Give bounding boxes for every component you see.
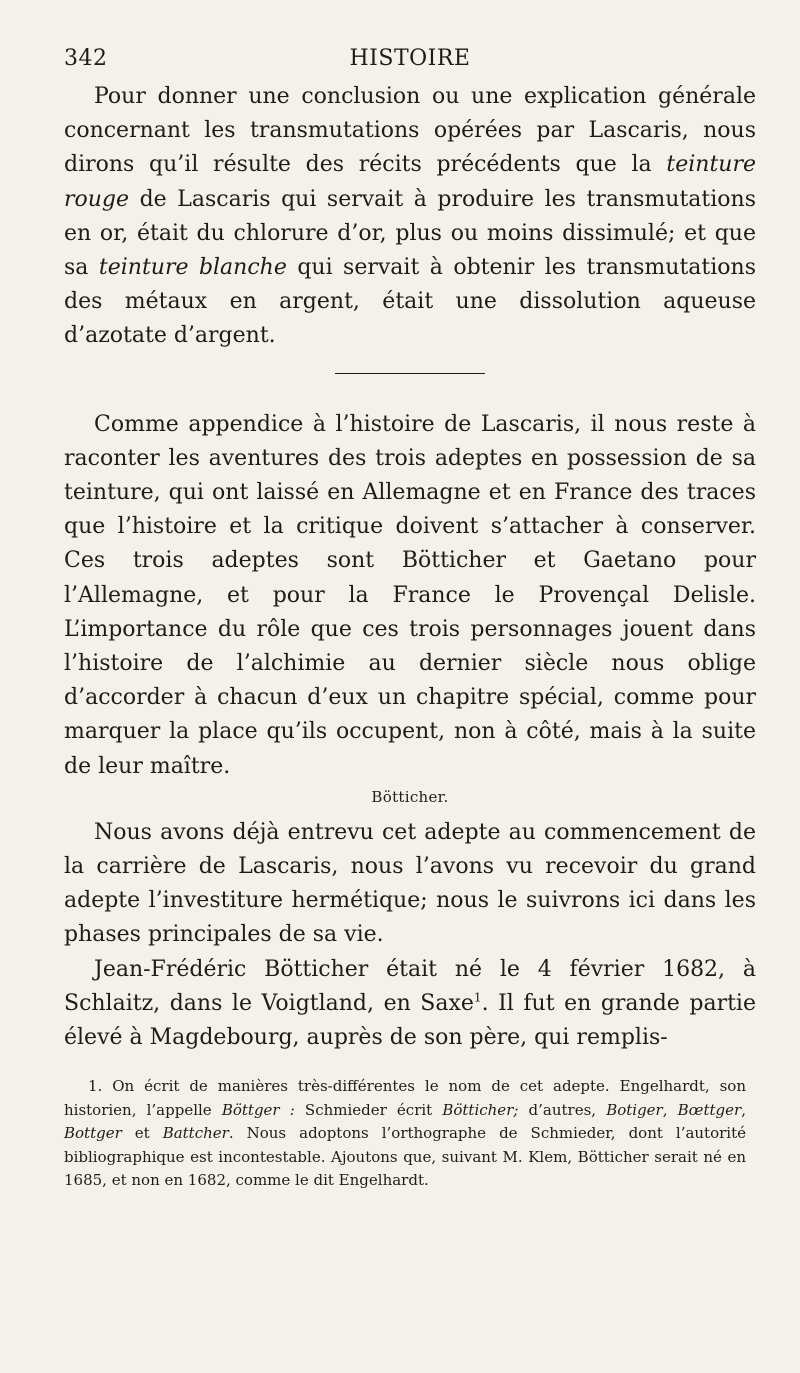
footnote-1: 1. On écrit de manières très-différentes le nom de cet adepte. Engelhardt, son historien, l’appelle Böttger : Schmieder écrit Bötticher; d’autres, Botiger, Bœttger, Bottger et Battcher. Nous adoptons l’orthographe de Schmieder, dont l’autorité bibliographique est incontestable. Ajoutons que, suivant M. Klem, Bötticher serait né en 1685, et non en 1682, comme le dit Engelhardt. <box>64 1077 746 1190</box>
footnotes <box>64 1075 756 1193</box>
page-number: 342 <box>64 46 108 71</box>
paragraph-birth: Jean-Frédéric Bötticher était né le 4 février 1682, à Schlaitz, dans le Voigtland, en Saxe$^1$. Il fut en grande partie élevé à Magdebourg, auprès de son père, qui remplis- <box>64 956 756 1051</box>
running-title: HISTOIRE <box>349 46 471 71</box>
term-teinture-blanche: teinture blanche <box>98 255 287 281</box>
section-heading: Bötticher. <box>371 787 449 806</box>
paragraph-adepte: Nous avons déjà entrevu cet adepte au commencement de la carrière de Lascaris, nous l’avons vu recevoir du grand adepte l’investiture hermétique; nous le suivrons ici dans les phases principales de sa vie. <box>64 819 756 948</box>
running-head <box>64 40 756 80</box>
paragraph-conclusion: Pour donner une conclusion ou une explication générale concernant les transmutations opérées par Lascaris, nous dirons qu’il résulte des récits précédents que la teinture rouge de Lascaris qui servait à produire les transmutations en or, était du chlorure d’or, plus ou moins dissimulé; et que sa teinture blanche qui servait à obtenir les transmutations des métaux en argent, était une dissolution aqueuse d’azotate d’argent. <box>64 84 756 349</box>
footnote-ref: 1 <box>473 990 482 1005</box>
section-divider <box>335 373 485 374</box>
term-teinture-rouge: teinture rouge <box>64 152 756 212</box>
paragraph-appendix: Comme appendice à l’histoire de Lascaris, il nous reste à raconter les aventures des trois adeptes en possession de sa teinture, qui ont laissé en Allemagne et en France des traces que l’histoire et la critique doivent s’attacher à conserver. Ces trois adeptes sont Bötticher et Gaetano pour l’Allemagne, et pour la France le Provençal Delisle. L’importance du rôle que ces trois personnages jouent dans l’histoire de l’alchimie au dernier siècle nous oblige d’accorder à chacun d’eux un chapitre spécial, comme pour marquer la place qu’ils occupent, non à côté, mais à la suite de leur maître. <box>64 411 756 779</box>
body-text <box>64 80 756 1055</box>
